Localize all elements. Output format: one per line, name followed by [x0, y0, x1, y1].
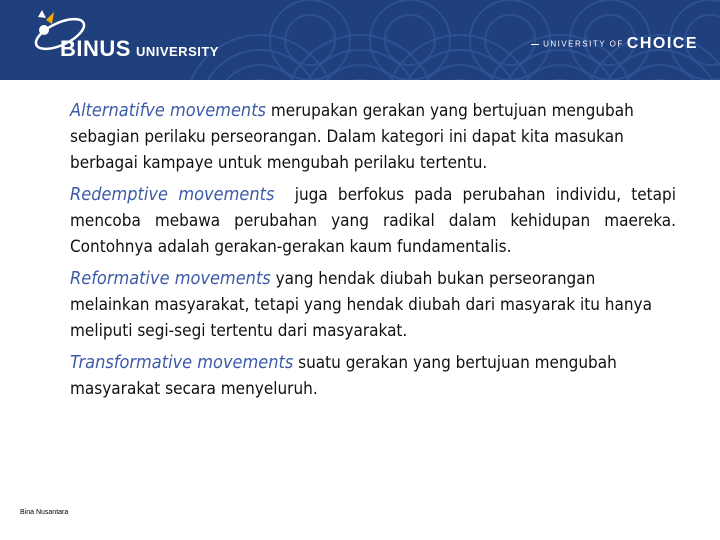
binus-logo: [30, 6, 230, 72]
tagline-rule: [531, 44, 539, 45]
text-redemptive: juga berfokus pada perubahan individu, tetapi mencoba mebawa perubahan yang radikal dalam kehidupan maereka. Contohnya adalah gerakan-gerakan kaum fundamentalis.: [70, 185, 681, 257]
text-reformative: yang hendak diubah bukan perseorangan melainkan masyarakat, tetapi yang hendak diubah dari masyarak itu hanya meliputi segi-segi tertentu dari masyarakat.: [70, 269, 652, 341]
paragraph-transformative: [70, 350, 676, 402]
term-reformative: Reformative movements: [70, 268, 271, 289]
tagline: [531, 35, 698, 53]
logo-brand: BINUS: [60, 36, 131, 61]
slide-body: [70, 98, 681, 408]
paragraph-reformative: [70, 266, 676, 344]
tagline-big: CHOICE: [626, 35, 698, 52]
text-transformative: suatu gerakan yang bertujuan mengubah masyarakat secara menyeluruh.: [70, 353, 617, 399]
header-banner: [0, 0, 720, 80]
tagline-small: UNIVERSITY OF: [543, 39, 624, 49]
term-transformative: Transformative movements: [70, 352, 294, 373]
paragraph-redemptive: [70, 182, 681, 260]
footer-label: Bina Nusantara: [20, 509, 69, 516]
logo-wordmark: [60, 36, 219, 62]
logo-suffix: UNIVERSITY: [135, 44, 219, 59]
term-redemptive: Redemptive movements: [70, 184, 275, 205]
text-alternative: merupakan gerakan yang bertujuan mengubah sebagian perilaku perseorangan. Dalam kategori ini dapat kita masukan berbagai kampaye untuk mengubah perilaku tertentu.: [70, 101, 634, 173]
term-alternative: Alternatifve movements: [70, 100, 266, 121]
paragraph-alternative: [70, 98, 676, 176]
